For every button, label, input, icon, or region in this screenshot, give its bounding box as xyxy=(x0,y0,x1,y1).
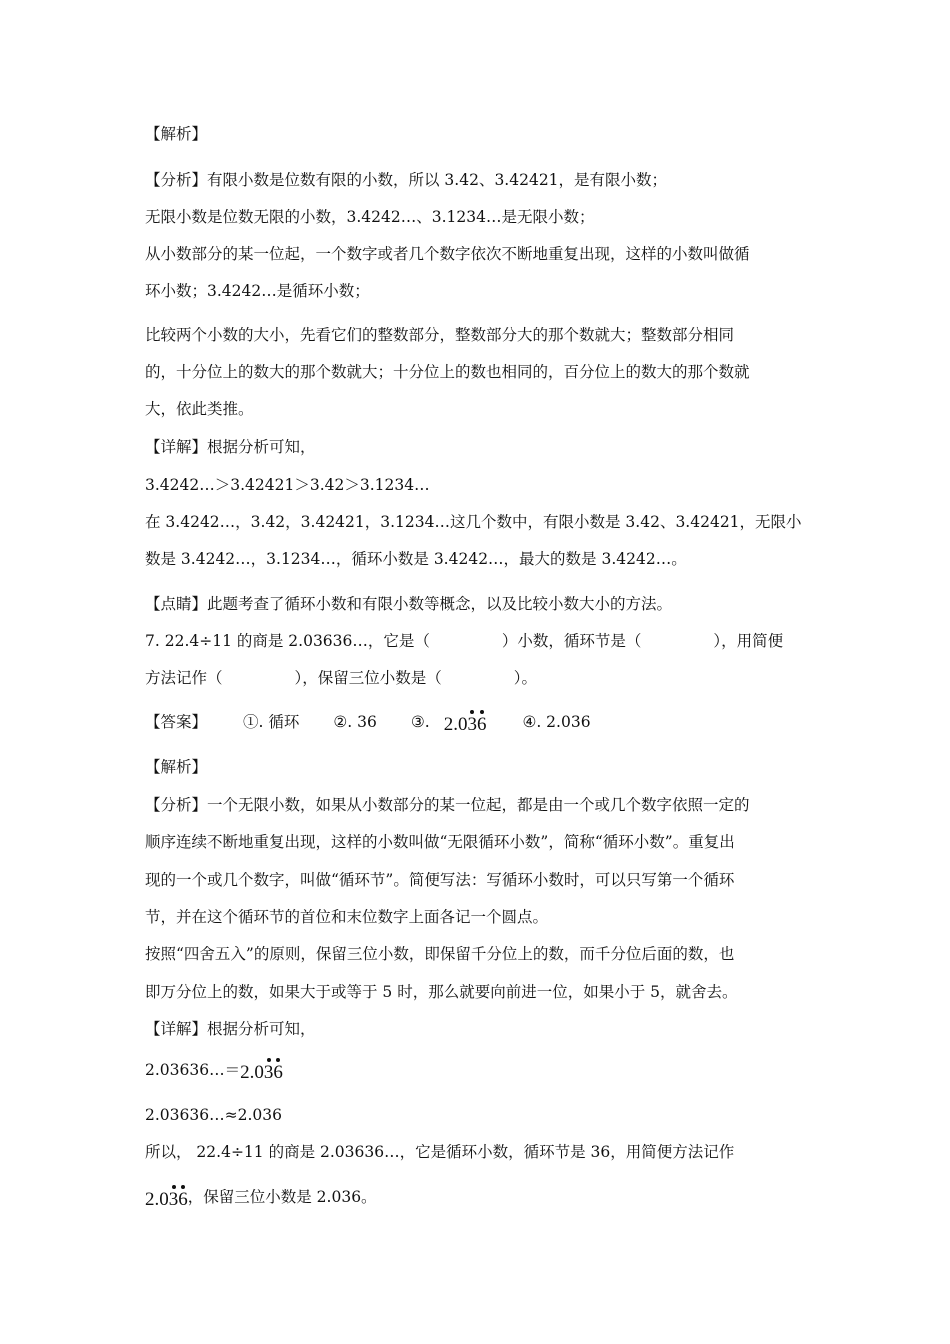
question-7-line-1 xyxy=(145,631,783,651)
analysis-line: 的，十分位上的数大的那个数就大；十分位上的数也相同的，百分位上的数大的那个数就 xyxy=(145,363,750,381)
conclusion-line: 所以， 22.4÷11 的商是 2.03636…，它是循环小数，循环节是 36，用简便方法记作 xyxy=(145,1143,735,1161)
detail-line: 在 3.4242…，3.42，3.42421，3.1234…这几个数中，有限小数是 3.42、3.42421，无限小 xyxy=(145,513,802,531)
question-text: ），保留三位小数是（ xyxy=(294,669,442,687)
analysis-line: 【分析】有限小数是位数有限的小数，所以 3.42、3.42421，是有限小数； xyxy=(145,171,668,189)
equation-line: 2.03636…≈2.036 xyxy=(145,1106,282,1124)
analysis-line: 即万分位上的数，如果大于或等于 5 时，那么就要向前进一位，如果小于 5，就舍去。 xyxy=(145,983,738,1001)
answer-2: ②. 36 xyxy=(333,713,377,731)
recurring-decimal: 2.0 3 6 xyxy=(145,1190,188,1210)
question-text: ）。 xyxy=(513,669,538,687)
answer-label: 【答案】 xyxy=(145,713,208,731)
answer-line xyxy=(145,712,591,735)
question-text: 7. 22.4÷11 的商是 2.03636…，它是（ xyxy=(145,632,430,650)
analysis-line: 环小数；3.4242…是循环小数； xyxy=(145,282,370,300)
recurring-decimal: 2.0 3 6 xyxy=(240,1063,283,1083)
detail-line: 数是 3.4242…，3.1234…，循环小数是 3.4242…，最大的数是 3.4242…。 xyxy=(145,550,687,568)
analysis-line: 从小数部分的某一位起，一个数字或者几个数字依次不断地重复出现，这样的小数叫做循 xyxy=(145,245,750,263)
analysis-line: 现的一个或几个数字，叫做“循环节”。简便写法：写循环小数时，可以只写第一个循环 xyxy=(145,871,735,889)
detail-line: 3.4242…＞3.42421＞3.42＞3.1234… xyxy=(145,476,430,494)
answer-1: ①. 循环 xyxy=(243,713,300,731)
conclusion-line: 2.0 3 6，保留三位小数是 2.036。 xyxy=(145,1187,377,1207)
question-7-line-2 xyxy=(145,668,537,688)
analysis-line: 按照“四舍五入”的原则，保留三位小数，即保留千分位上的数，而千分位后面的数，也 xyxy=(145,945,735,963)
analysis-line: 节，并在这个循环节的首位和末位数字上面各记一个圆点。 xyxy=(145,908,549,926)
equation-line: 2.03636…＝2.0 3 6 xyxy=(145,1060,283,1080)
question-text: ），用简便 xyxy=(713,632,784,650)
analysis-line: 比较两个小数的大小，先看它们的整数部分，整数部分大的那个数就大；整数部分相同 xyxy=(145,326,735,344)
detail-heading: 【详解】根据分析可知， xyxy=(145,438,316,456)
analysis-line: 顺序连续不断地重复出现，这样的小数叫做“无限循环小数”，简称“循环小数”。重复出 xyxy=(145,833,735,851)
recurring-decimal: 2.0 3 6 xyxy=(444,715,487,735)
analysis-line: 无限小数是位数无限的小数，3.4242…、3.1234…是无限小数； xyxy=(145,208,595,226)
comment-line: 【点睛】此题考查了循环小数和有限小数等概念，以及比较小数大小的方法。 xyxy=(145,595,673,613)
question-text: ）小数，循环节是（ xyxy=(501,632,642,650)
analysis-line: 【分析】一个无限小数，如果从小数部分的某一位起，都是由一个或几个数字依照一定的 xyxy=(145,796,750,814)
solution-heading: 【解析】 xyxy=(145,125,208,143)
detail-heading: 【详解】根据分析可知， xyxy=(145,1020,316,1038)
question-text: 方法记作（ xyxy=(145,669,223,687)
answer-3-label: ③. xyxy=(410,713,430,731)
analysis-line: 大，依此类推。 xyxy=(145,400,254,418)
solution-heading: 【解析】 xyxy=(145,758,208,776)
answer-4: ④. 2.036 xyxy=(522,713,591,731)
